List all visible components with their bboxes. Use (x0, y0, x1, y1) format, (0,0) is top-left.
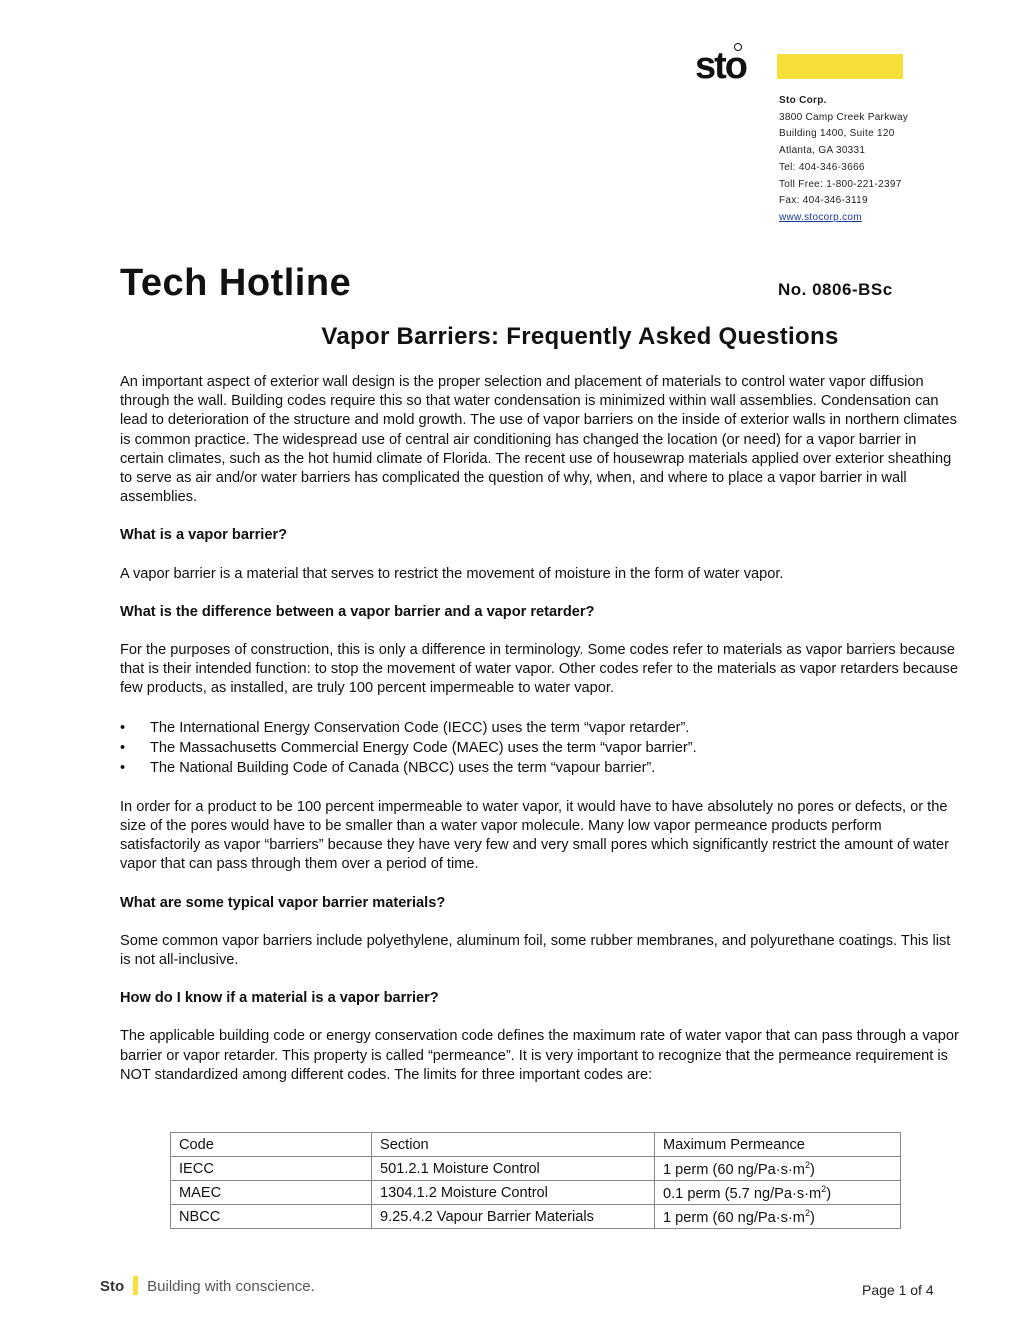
footer-brand (100, 1276, 315, 1295)
table-cell-code: MAEC (171, 1181, 372, 1205)
list-item-text: The International Energy Conservation Code (IECC) uses the term “vapor retarder”. (150, 719, 690, 736)
website-link[interactable]: www.stocorp.com (779, 211, 862, 223)
footer-logo: Sto (100, 1278, 125, 1295)
table-cell-permeance (655, 1181, 901, 1205)
table-cell-section: 9.25.4.2 Vapour Barrier Materials (372, 1205, 655, 1229)
list-item-text: The National Building Code of Canada (NBCC) uses the term “vapour barrier”. (150, 760, 656, 777)
sto-logo (695, 40, 765, 82)
toll-free-line: Toll Free: 1-800-221-2397 (779, 178, 902, 190)
bullet-icon: • (120, 760, 126, 777)
closing-paren: ) (826, 1185, 832, 1202)
answer-paragraph: A vapor barrier is a material that serves to restrict the movement of moisture in the form of water vapor. (120, 565, 784, 582)
closing-paren: ) (809, 1161, 815, 1178)
permeance-value: 0.1 perm (5.7 ng/Pa·s·m (663, 1185, 822, 1202)
document-number: No. 0806-BSc (778, 280, 893, 299)
table-cell-permeance (655, 1157, 901, 1181)
column-header: Section (372, 1133, 655, 1157)
table-row (171, 1181, 901, 1205)
question-heading: What are some typical vapor barrier materials? (120, 894, 446, 911)
table-cell-permeance (655, 1205, 901, 1229)
brand-color-bar (777, 54, 903, 79)
table-cell-code: NBCC (171, 1205, 372, 1229)
question-heading: How do I know if a material is a vapor barrier? (120, 990, 439, 1007)
address-line: Building 1400, Suite 120 (779, 128, 895, 140)
table-header-row (171, 1133, 901, 1157)
document-body (120, 373, 960, 1104)
column-header: Code (171, 1133, 372, 1157)
list-item (120, 738, 960, 758)
page-number: Page 1 of 4 (862, 1282, 934, 1298)
answer-paragraph: Some common vapor barriers include polyethylene, aluminum foil, some rubber membranes, and polyurethane coatings. This list is not all-inclusive. (120, 932, 951, 969)
superscript: 2 (804, 1207, 810, 1218)
table-row (171, 1205, 901, 1229)
bullet-icon: • (120, 719, 126, 736)
document-subtitle: Vapor Barriers: Frequently Asked Questions (321, 323, 839, 350)
company-name: Sto Corp. (779, 95, 827, 106)
address-line: 3800 Camp Creek Parkway (779, 111, 909, 123)
closing-paren: ) (809, 1209, 815, 1226)
permeance-value: 1 perm (60 ng/Pa·s·m (663, 1209, 805, 1226)
permeance-value: 1 perm (60 ng/Pa·s·m (663, 1161, 805, 1178)
list-item-text: The Massachusetts Commercial Energy Code (MAEC) uses the term “vapor barrier”. (150, 740, 697, 757)
footer-brand-bar (133, 1276, 138, 1295)
list-item (120, 758, 960, 778)
superscript: 2 (804, 1159, 810, 1170)
code-terminology-list (120, 718, 960, 779)
answer-paragraph: The applicable building code or energy conservation code defines the maximum rate of water vapor that can pass through a vapor barrier or vapor retarder. This property is called “permeance”. It is very important to recognize that the permeance requirement is NOT standardized among different codes. The limits for three important codes are: (120, 1028, 959, 1083)
answer-paragraph: In order for a product to be 100 percent impermeable to water vapor, it would have to have absolutely no pores or defects, or the size of the pores would have to be smaller than a water vapor molecule. Many low vapor permeance products perform satisfactorily as vapor “barriers” because they have very few and very small pores which significantly restrict the amount of water vapor that can pass through them over a period of time. (120, 798, 949, 873)
table-cell-section: 501.2.1 Moisture Control (372, 1157, 655, 1181)
logo-text: sto (695, 45, 746, 82)
fax-line: Fax: 404-346-3119 (779, 195, 868, 207)
column-header: Maximum Permeance (655, 1133, 901, 1157)
bullet-icon: • (120, 740, 126, 757)
table-cell-code: IECC (171, 1157, 372, 1181)
footer-tagline: Building with conscience. (147, 1278, 315, 1295)
company-address (779, 93, 908, 227)
question-heading: What is a vapor barrier? (120, 527, 288, 544)
address-line: Atlanta, GA 30331 (779, 145, 866, 157)
superscript: 2 (821, 1183, 827, 1194)
permeance-table (170, 1132, 901, 1229)
table-cell-section: 1304.1.2 Moisture Control (372, 1181, 655, 1205)
intro-paragraph: An important aspect of exterior wall design is the proper selection and placement of materials to control water vapor diffusion through the wall. Building codes require this so that water condensation is minimized within wall assemblies. Condensation can lead to deterioration of the structure and mold growth. The use of vapor barriers on the inside of exterior walls in northern climates is common practice. The widespread use of central air conditioning has changed the location (or need) for a vapor barrier in certain climates, such as the hot humid climate of Florida. The recent use of housewrap materials applied over exterior sheathing to serve as air and/or water barriers has complicated the question of why, when, and where to place a vapor barrier in wall assemblies. (120, 374, 957, 506)
question-heading: What is the difference between a vapor barrier and a vapor retarder? (120, 603, 595, 620)
list-item (120, 718, 960, 738)
phone-line: Tel: 404-346-3666 (779, 161, 865, 173)
document-title: Tech Hotline (120, 262, 352, 304)
table-row (171, 1157, 901, 1181)
answer-paragraph: For the purposes of construction, this is only a difference in terminology. Some codes refer to materials as vapor barriers because that is their intended function: to stop the movement of water vapor. Other codes refer to the materials as vapor retarders because few products, as installed, are truly 100 percent impermeable to water vapor. (120, 642, 958, 697)
